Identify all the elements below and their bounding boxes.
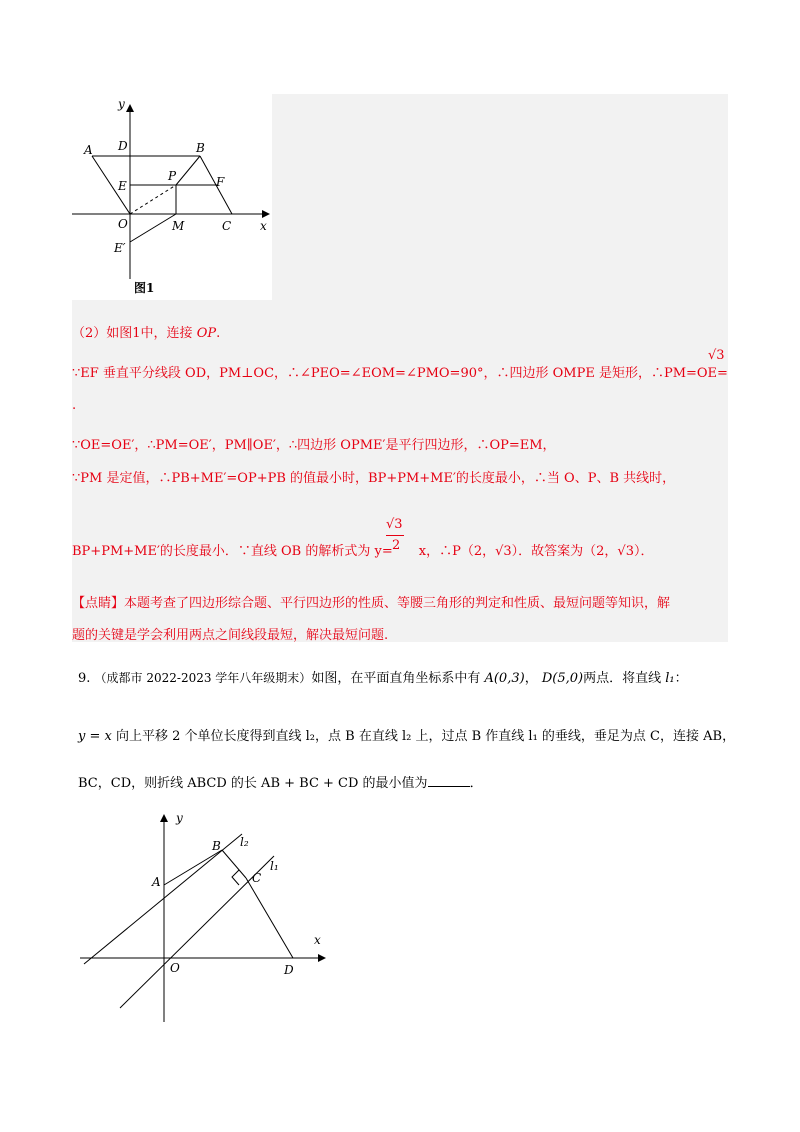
fig1-caption: 图1 <box>134 281 155 295</box>
fig1-label-d: D <box>118 139 128 153</box>
solution-line-2: ∵EF 垂直平分线段 OD，PM⊥OC，∴∠PEO=∠EOM=∠PMO=90°，∴四边形 OMPE 是矩形，∴PM=OE= <box>72 366 728 381</box>
solution-line-2b: . <box>72 398 77 413</box>
solution-line-2-sqrt: √3 <box>708 348 725 363</box>
figure-2 <box>80 812 340 1027</box>
fig1-label-b: B <box>196 141 205 155</box>
fraction-denominator: 2 <box>392 538 401 553</box>
fig1-label-m: M <box>172 219 185 233</box>
fig2-label-y: y <box>176 812 183 825</box>
fig1-label-a: A <box>84 143 93 157</box>
fig1-label-c: C <box>222 219 232 233</box>
fig1-label-p: P <box>168 169 177 183</box>
figure-1-diagram <box>72 94 272 300</box>
fig2-label-l1: l₁ <box>270 859 279 873</box>
solution-line-1: （2）如图1中，连接 OP. <box>72 326 221 341</box>
fig2-label-x: x <box>314 933 321 947</box>
fraction-numerator: √3 <box>386 517 403 532</box>
fig1-label-e: E <box>118 179 127 193</box>
fig1-label-eprime: E′ <box>114 241 126 255</box>
answer-blank[interactable] <box>428 774 470 787</box>
solution-line-5: BP+PM+ME′的长度最小．∵直线 OB 的解析式为 y= x，∴P（2，√3）．故答案为（2，√3）． <box>72 544 654 559</box>
fig1-label-o: O <box>118 217 128 231</box>
question-line-3: BC，CD，则折线 ABCD 的长 AB + BC + CD 的最小值为 ． <box>78 776 483 791</box>
question-line-2: y = x 向上平移 2 个单位长度得到直线 l₂，点 B 在直线 l₂ 上，过点 B 作直线 l₁ 的垂线，垂足为点 C，连接 AB， <box>78 729 736 744</box>
fig1-label-y: y <box>118 97 125 111</box>
solution-line-4: ∵PM 是定值，∴PB+ME′=OP+PB 的值最小时，BP+PM+ME′的长度最小，∴当 O、P、B 共线时， <box>72 471 676 486</box>
fig2-label-d: D <box>284 963 294 977</box>
fig2-label-l2: l₂ <box>240 835 249 849</box>
fig1-label-f: F <box>216 175 225 189</box>
fraction-bar <box>386 535 404 536</box>
comment-line-1: 【点睛】本题考查了四边形综合题、平行四边形的性质、等腰三角形的判定和性质、最短问题等知识，解 <box>72 596 671 611</box>
comment-line-2: 题的关键是学会利用两点之间线段最短，解决最短问题. <box>72 628 389 643</box>
fig1-label-x: x <box>260 219 267 233</box>
figure-2-diagram <box>80 812 340 1027</box>
question-line-1: 9. （成都市 2022-2023 学年八年级期末）如图，在平面直角坐标系中有 A(0,3)， D(5,0)两点．将直线 l₁： <box>78 671 688 686</box>
fig2-label-o: O <box>170 961 180 975</box>
fig2-label-b: B <box>212 839 221 853</box>
fig2-label-a: A <box>152 875 161 889</box>
solution-line-3: ∵OE=OE′，∴PM=OE′，PM∥OE′，∴四边形 OPME′是平行四边形，∴OP=EM， <box>72 438 556 453</box>
fig2-label-c: C <box>252 871 262 885</box>
figure-1 <box>72 94 272 300</box>
